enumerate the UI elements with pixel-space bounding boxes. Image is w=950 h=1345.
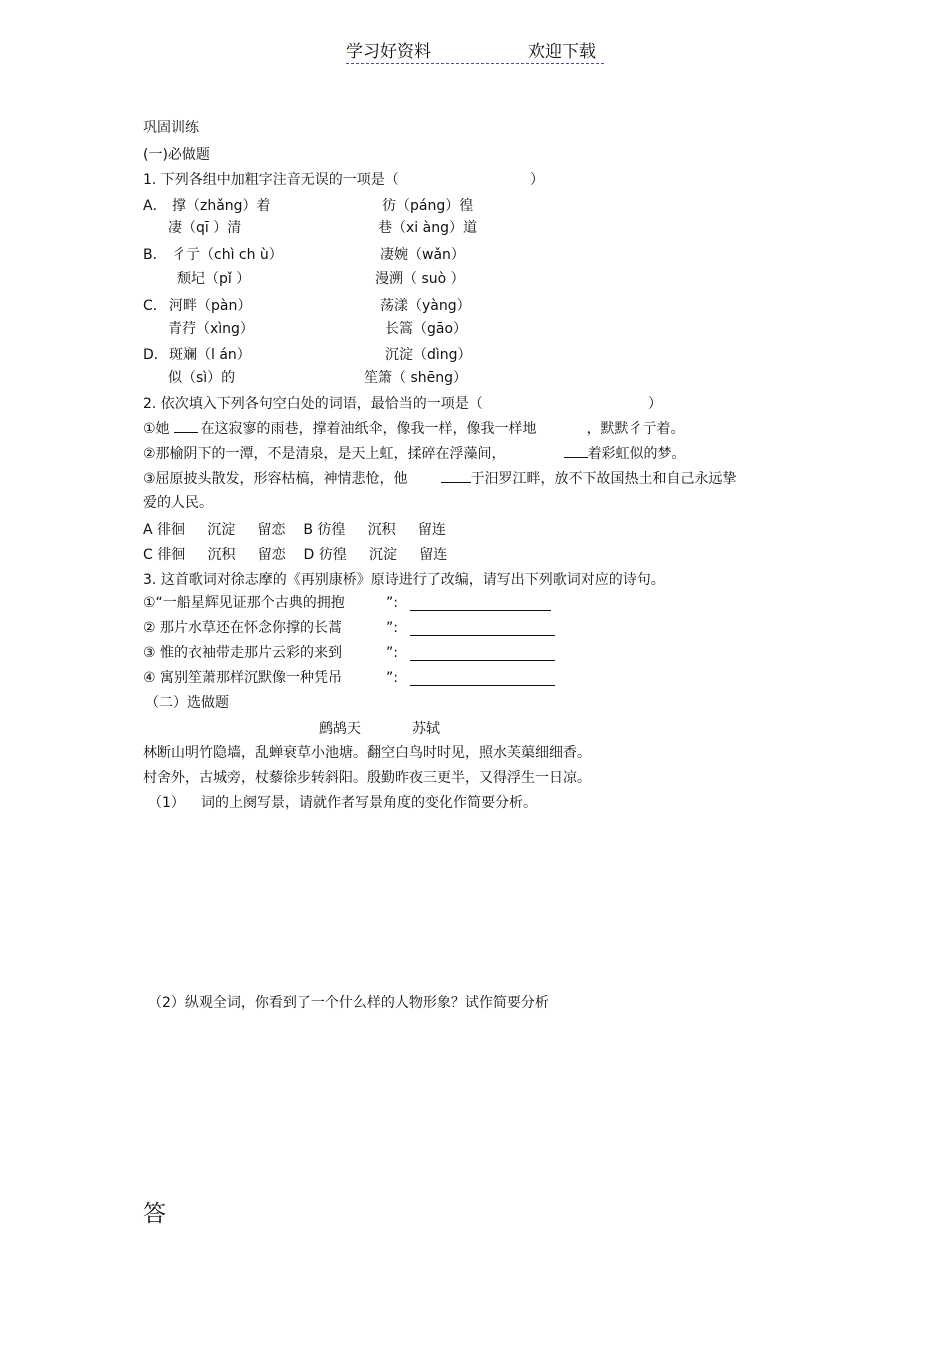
- q3-item-4-end: ”:: [386, 670, 398, 686]
- header-divider: [346, 63, 604, 64]
- header-right: 欢迎下载: [528, 42, 596, 62]
- q3-item-3: ③ 惟的衣袖带走那片云彩的来到: [143, 645, 343, 661]
- q1-option-c-item1: 河畔（pàn）: [169, 298, 252, 314]
- q1-option-a-item2: 彷（páng）徨: [382, 198, 474, 214]
- q1-option-d-item1: 斑斓（l án）: [169, 347, 251, 363]
- poem-line-1: 林断山明竹隐墙，乱蝉衰草小池塘。翻空白鸟时时见，照水芙蕖细细香。: [143, 745, 591, 761]
- q2-sentence1: [143, 418, 685, 439]
- q2-sentence1-part2: 在这寂寥的雨巷，撑着油纸伞，像我一样，像我一样地: [200, 421, 537, 437]
- answer-line[interactable]: [410, 668, 555, 686]
- answer-line[interactable]: [410, 643, 555, 661]
- q2-sentence3-part2: 于汨罗江畔，放不下故国热土和自己永远挚: [470, 471, 737, 487]
- subquestion-1-text: 词的上阕写景，请就作者写景角度的变化作简要分析。: [201, 795, 537, 811]
- q3-item-2: ② 那片水草还在怀念你撑的长蒿: [143, 620, 343, 636]
- fill-blank[interactable]: [441, 468, 471, 483]
- q2-sentence3-part1: ③屈原披头散发，形容枯槁，神情悲怆，他: [143, 471, 408, 487]
- part2-title: （二）选做题: [145, 695, 229, 711]
- q1-option-b-item3: 颓圮（pǐ ）: [177, 271, 251, 287]
- q2-sentence1-part3: ，默默彳亍着。: [586, 421, 685, 437]
- q1-option-a-item1: 撑（zhǎng）着: [172, 198, 271, 214]
- q2-stem: 2. 依次填入下列各句空白处的词语，最恰当的一项是（: [143, 396, 483, 412]
- part1-title: (一)必做题: [143, 147, 210, 163]
- q1-option-d-item4: 笙箫（ shēng）: [364, 370, 467, 386]
- subquestion-1-number: （1）: [148, 795, 185, 811]
- q2-stem-end: ）: [648, 396, 662, 412]
- fill-blank[interactable]: [537, 418, 587, 433]
- q2-sentence2-part1: ②那榆阴下的一潭，不是清泉，是天上虹，揉碎在浮藻间，: [143, 446, 506, 462]
- q1-option-b-label: B．: [143, 247, 167, 263]
- subquestion-2-text: （2）纵观全词，你看到了一个什么样的人物形象？试作简要分析: [148, 995, 549, 1011]
- q1-option-c-item2: 荡漾（yàng）: [380, 298, 471, 314]
- q1-option-a-item4: 巷（xi àng）道: [378, 220, 477, 236]
- q3-item-3-end: ”:: [386, 645, 398, 661]
- q1-stem-end: ）: [530, 172, 544, 188]
- answer-line[interactable]: [410, 618, 555, 636]
- q2-options-ab: A 徘徊 沉淀 留恋 B 彷徨 沉积 留连: [143, 522, 446, 538]
- answer-line[interactable]: [410, 593, 551, 611]
- q2-options-cd: C 徘徊 沉积 留恋 D 彷徨 沉淀 留连: [143, 547, 448, 563]
- q1-option-d-item2: 沉淀（dìng）: [385, 347, 472, 363]
- q1-option-b-item4: 漫溯（ suò ）: [375, 271, 465, 287]
- answer-label: 答: [143, 1201, 166, 1227]
- poem-author: 苏轼: [412, 721, 440, 737]
- q1-option-d-item3: 似（sì）的: [168, 370, 236, 386]
- q3-item-2-end: ”:: [386, 620, 398, 636]
- q1-option-c-item3: 青荇（xìng）: [168, 321, 254, 337]
- q1-option-d-label: D．: [143, 347, 168, 363]
- header-left: 学习好资料: [346, 42, 431, 62]
- q1-option-a-label: A．: [143, 198, 167, 214]
- q1-option-c-label: C．: [143, 298, 167, 314]
- q3-item-4: ④ 寓别笙萧那样沉默像一种凭吊: [143, 670, 343, 686]
- q2-sentence3: [143, 468, 737, 489]
- q2-sentence1-part1: ①她: [143, 421, 170, 437]
- q1-option-a-item3: 凄（qī ）清: [168, 220, 242, 236]
- q1-option-b-item1: 彳亍（chì ch ù）: [172, 247, 283, 263]
- fill-blank[interactable]: [564, 443, 588, 458]
- q1-stem: 1. 下列各组中加粗字注音无误的一项是（: [143, 172, 399, 188]
- fill-blank[interactable]: [174, 418, 198, 433]
- q3-stem: 3. 这首歌词对徐志摩的《再别康桥》原诗进行了改编，请写出下列歌词对应的诗句。: [143, 572, 665, 588]
- q1-option-c-item4: 长篙（gāo）: [385, 321, 468, 337]
- poem-line-2: 村舍外，古城旁，杖藜徐步转斜阳。殷勤昨夜三更半，又得浮生一日凉。: [143, 770, 591, 786]
- q2-sentence2-part2: 着彩虹似的梦。: [587, 446, 686, 462]
- q2-sentence3-cont: 爱的人民。: [143, 495, 213, 511]
- q3-item-1-end: ”:: [386, 595, 398, 611]
- q1-option-b-item2: 凄婉（wǎn）: [380, 247, 465, 263]
- poem-title: 鹧鸪天: [319, 721, 361, 737]
- q3-item-1: ①“一船星辉见证那个古典的拥抱: [143, 595, 345, 611]
- q2-sentence2: [143, 443, 686, 464]
- section-title: 巩固训练: [143, 120, 199, 136]
